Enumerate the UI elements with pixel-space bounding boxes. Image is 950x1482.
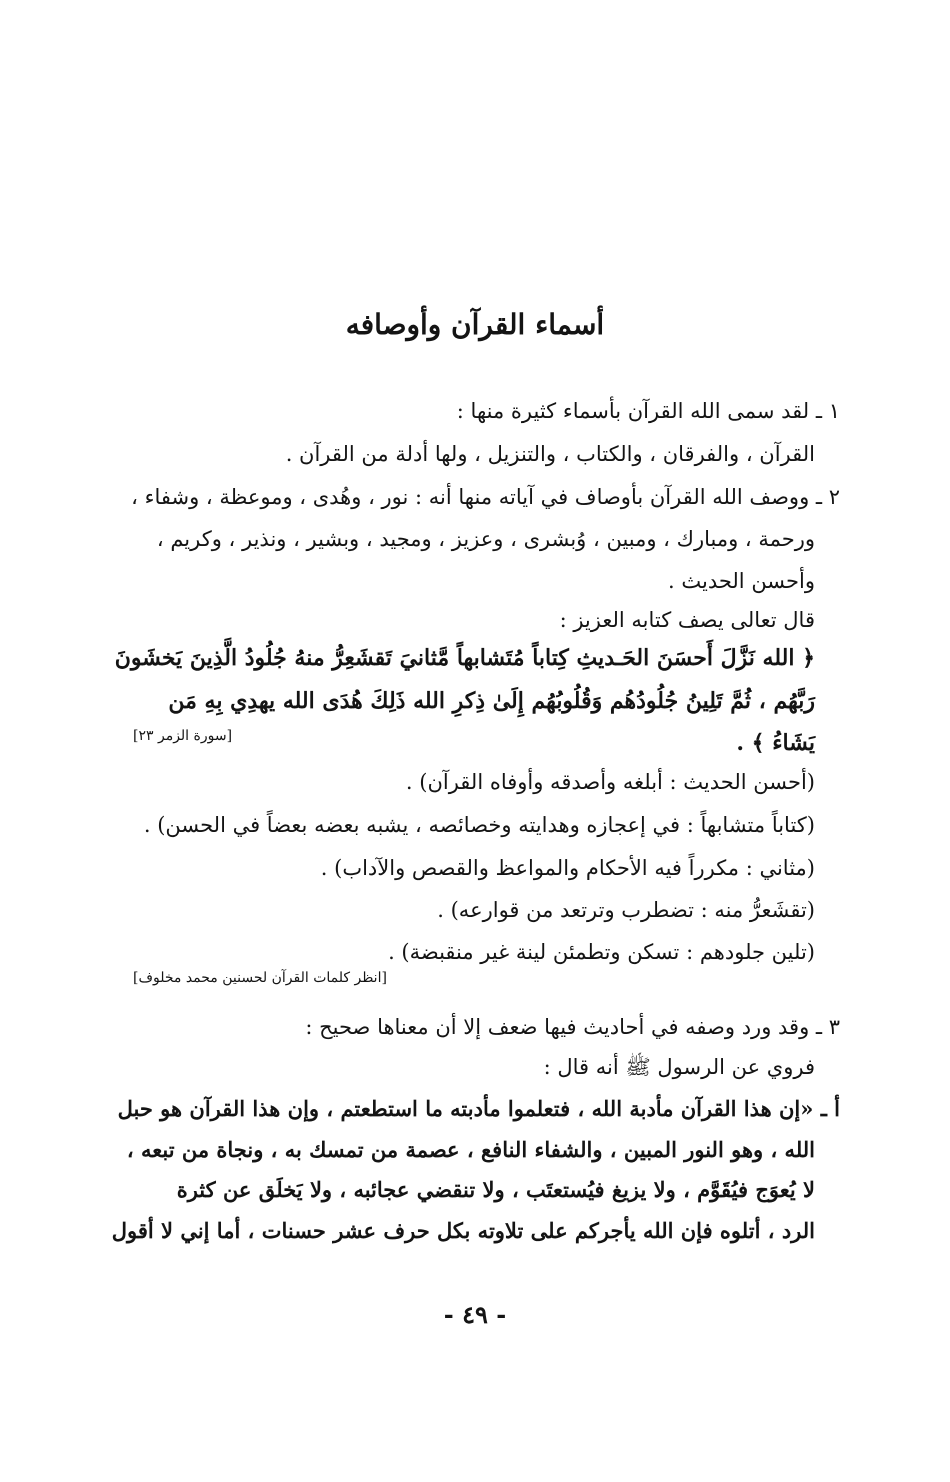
- section2-intro: قال تعالى يصف كتابه العزيز :: [559, 608, 815, 632]
- hadith-line4: الرد ، أتلوه فإن الله يأجركم على تلاوته بكل حرف عشر حسنات ، أما إني لا أقول: [111, 1218, 815, 1243]
- section1-line2: القرآن ، والفرقان ، والكتاب ، والتنزيل ، ولها أدلة من القرآن .: [285, 442, 815, 466]
- quran-verse-line2: رَبَّهُم ، ثُمَّ تَلِينُ جُلُودُهُم وَقُلُوبُهُم إِلَىٰ ذِكرِ الله ذَلِكَ هُدَى الله يهدِي بِهِ مَن: [168, 688, 815, 714]
- section1-line1: ١ ـ لقد سمى الله القرآن بأسماء كثيرة منها :: [456, 399, 840, 423]
- gloss-line1: (أحسن الحديث : أبلغه وأصدقه وأوفاه القرآن) .: [405, 770, 815, 794]
- section2-line2: ورحمة ، ومبارك ، ومبين ، وُبشرى ، وعزيز ، ومجيد ، وبشير ، ونذير ، وكريم ،: [156, 527, 815, 551]
- section2-line3: وأحسن الحديث .: [668, 569, 815, 593]
- page-number: - ٤٩ -: [443, 1300, 507, 1329]
- quran-verse-line1: ﴿ الله نَزَّلَ أَحسَنَ الحَـديثِ كِتاباً مُتَشابهاً مَّثانيَ تَقشَعِرُّ منهُ جُلُودُ الَّذِينَ يَخشَونَ: [114, 645, 815, 671]
- section3-line1: ٣ ـ وقد ورد وصفه في أحاديث فيها ضعف إلا أن معناها صحيح :: [305, 1015, 840, 1039]
- gloss-reference: [انظر كلمات القرآن لحسنين محمد مخلوف]: [133, 970, 387, 986]
- gloss-line4: (تقشَعرُّ منه : تضطرب وترتعد من قوارعه) .: [437, 898, 815, 922]
- hadith-line2: الله ، وهو النور المبين ، والشفاء النافع ، عصمة من تمسك به ، ونجاة من تبعه ،: [126, 1137, 815, 1162]
- hadith-line3: لا يُعوَج فيُقَوَّم ، ولا يزيغ فيُستعتَب ، ولا تنقضي عجائبه ، ولا يَخلَق عن كثرة: [176, 1177, 815, 1202]
- section2-line1: ٢ ـ ووصف الله القرآن بأوصاف في آياته منها أنه : نور ، وهُدى ، وموعظة ، وشفاء ،: [131, 485, 840, 509]
- page-title: أسماء القرآن وأوصافه: [345, 308, 605, 341]
- gloss-line3: (مثاني : مكرراً فيه الأحكام والمواعظ والقصص والآداب) .: [320, 856, 815, 880]
- gloss-line2: (كتاباً متشابهاً : في إعجازه وهدايته وخصائصه ، يشبه بعضه بعضاً في الحسن) .: [143, 813, 815, 837]
- verse-reference: [سورة الزمر ٢٣]: [133, 728, 233, 744]
- quran-verse-line3: يَشَاءُ ﴾ .: [736, 730, 815, 756]
- section3-line2: فروي عن الرسول ﷺ أنه قال :: [543, 1055, 815, 1079]
- hadith-line1: أ ـ «إن هذا القرآن مأدبة الله ، فتعلموا مأدبته ما استطعتم ، وإن هذا القرآن هو حبل: [117, 1096, 840, 1121]
- gloss-line5: (تلين جلودهم : تسكن وتطمئن لينة غير منقبضة) .: [388, 940, 815, 964]
